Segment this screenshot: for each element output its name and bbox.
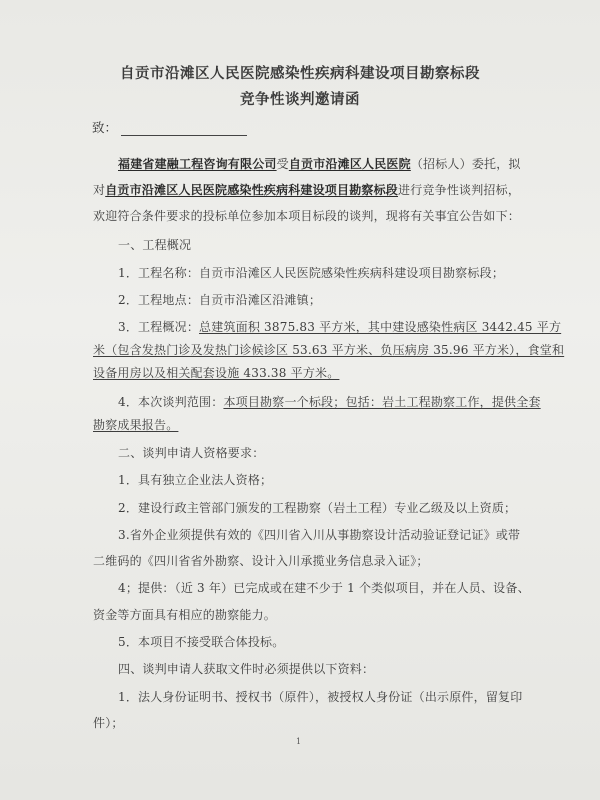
s4-item-1: 1．法人身份证明书、授权书（原件），被授权人身份证（出示原件，留复印 [118, 690, 523, 704]
section-4-heading: 四、谈判申请人获取文件时必须提供以下资料： [118, 662, 375, 676]
section-1-heading: 一、工程概况 [118, 238, 192, 252]
intro-line-2 [93, 181, 520, 198]
intro-line-1 [118, 155, 521, 172]
s1-item-4-underlined: 本项目勘察一个标段；包括：岩土工程勘察工作，提供全套 [223, 395, 541, 409]
s2-item-1: 1．具有独立企业法人资格； [118, 473, 273, 487]
intro-text: 对 [93, 183, 106, 197]
s1-item-3-line-3: 设备用房以及相关配套设施 433.38 平方米。 [93, 366, 340, 380]
addressee-blank [121, 121, 247, 136]
s1-item-4 [118, 393, 541, 410]
s1-item-2: 2．工程地点：自贡市沿滩区沿滩镇； [118, 293, 322, 307]
s1-item-4-line-2: 勘察成果报告。 [93, 418, 179, 432]
s1-item-3-prefix: 3．工程概况： [118, 320, 200, 334]
document-title: 自贡市沿滩区人民医院感染性疾病科建设项目勘察标段 [120, 65, 480, 82]
s1-item-3-line-2: 米（包含发热门诊及发热门诊候诊区 53.63 平方米、负压病房 35.96 平方米），食堂和 [93, 343, 565, 357]
page-number: 1 [296, 737, 302, 746]
addressee-label: 致： [92, 120, 118, 135]
s1-item-3 [118, 318, 561, 335]
s4-item-1-line-2: 件）； [93, 716, 124, 730]
project-name: 自贡市沿滩区人民医院感染性疾病科建设项目勘察标段 [105, 183, 399, 197]
intro-line-3: 欢迎符合条件要求的投标单位参加本项目标段的谈判，现将有关事宜公告如下： [93, 209, 521, 223]
s2-item-5: 5．本项目不接受联合体投标。 [118, 635, 285, 649]
document-subtitle: 竞争性谈判邀请函 [240, 91, 360, 108]
s2-item-2: 2．建设行政主管部门颁发的工程勘察（岩土工程）专业乙级及以上资质； [118, 501, 517, 515]
intro-text: 受 [276, 157, 289, 171]
s2-item-4: 4；提供：（近 3 年）已完成或在建不少于 1 个类似项目，并在人员、设备、 [118, 581, 530, 595]
intro-text: （招标人）委托，拟 [410, 157, 521, 171]
s1-item-1: 1．工程名称：自贡市沿滩区人民医院感染性疾病科建设项目勘察标段； [118, 266, 505, 280]
intro-text: 进行竞争性谈判招标， [398, 183, 521, 197]
s1-item-3-underlined: 总建筑面积 3875.83 平方米，其中建设感染性病区 3442.45 平方 [199, 320, 562, 334]
s2-item-3-line-2: 二维码的《四川省省外勘察、设计入川承揽业务信息录入证》； [93, 554, 429, 568]
s2-item-3: 3.省外企业须提供有效的《四川省入川从事勘察设计活动验证登记证》或带 [118, 528, 521, 542]
client-name: 自贡市沿滩区人民医院 [288, 157, 411, 171]
section-2-heading: 二、谈判申请人资格要求： [118, 446, 265, 460]
s2-item-4-line-2: 资金等方面具有相应的勘察能力。 [93, 608, 277, 622]
addressee-line [92, 118, 247, 136]
s1-item-4-prefix: 4．本次谈判范围： [118, 395, 224, 409]
agent-name: 福建省建融工程咨询有限公司 [118, 157, 277, 171]
